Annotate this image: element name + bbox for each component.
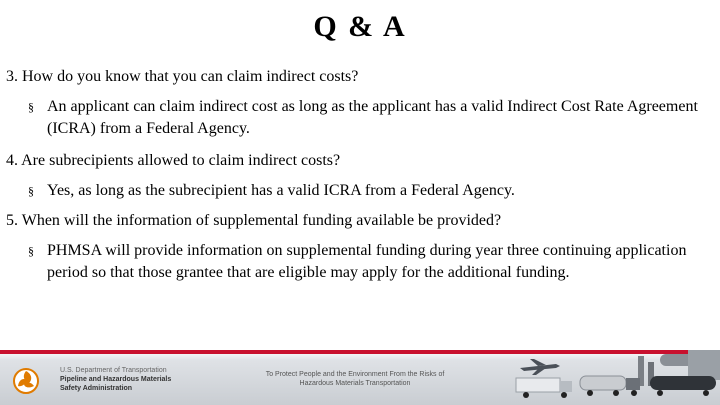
question-4: 4. Are subrecipients allowed to claim indirect costs? (6, 152, 341, 169)
answer-3-text: An applicant can claim indirect cost as long as the applicant has a valid Indirect Cost Rate Agreement (ICRA) from a Federal Agency. (47, 98, 698, 137)
dot-org-block (60, 366, 171, 393)
page-title: Q & A (313, 10, 407, 43)
footer-tagline (210, 370, 500, 388)
tanker-truck-icon (580, 376, 640, 396)
agency-name-line1: Pipeline and Hazardous Materials (60, 376, 172, 383)
bullet-icon: § (28, 100, 34, 114)
question-3: 3. How do you know that you can claim indirect costs? (6, 68, 359, 85)
agency-name-line2: Safety Administration (60, 385, 133, 392)
truck-icon (516, 378, 572, 398)
answer-5-text: PHMSA will provide information on supplemental funding during year three continuing application period so that those grantee that are eligible may apply for the additional funding. (47, 242, 687, 281)
answer-3 (6, 96, 706, 140)
bullet-icon: § (28, 184, 34, 198)
qa-content (6, 66, 706, 292)
tagline-line1: To Protect People and the Environment From the Risks of (265, 371, 445, 378)
department-name: U.S. Department of Transportation (60, 367, 167, 374)
bullet-icon: § (28, 244, 34, 258)
footer-banner (0, 350, 720, 405)
airplane-icon (520, 359, 560, 375)
tagline-line2: Hazardous Materials Transportation (299, 380, 411, 387)
transport-montage (510, 350, 720, 405)
answer-4 (6, 180, 706, 202)
answer-4-text: Yes, as long as the subrecipient has a valid ICRA from a Federal Agency. (47, 182, 515, 199)
question-5: 5. When will the information of supplemental funding available be provided? (6, 212, 502, 229)
rail-car-icon (650, 376, 716, 396)
dot-triskelion-icon (10, 364, 58, 398)
answer-5 (6, 240, 706, 284)
